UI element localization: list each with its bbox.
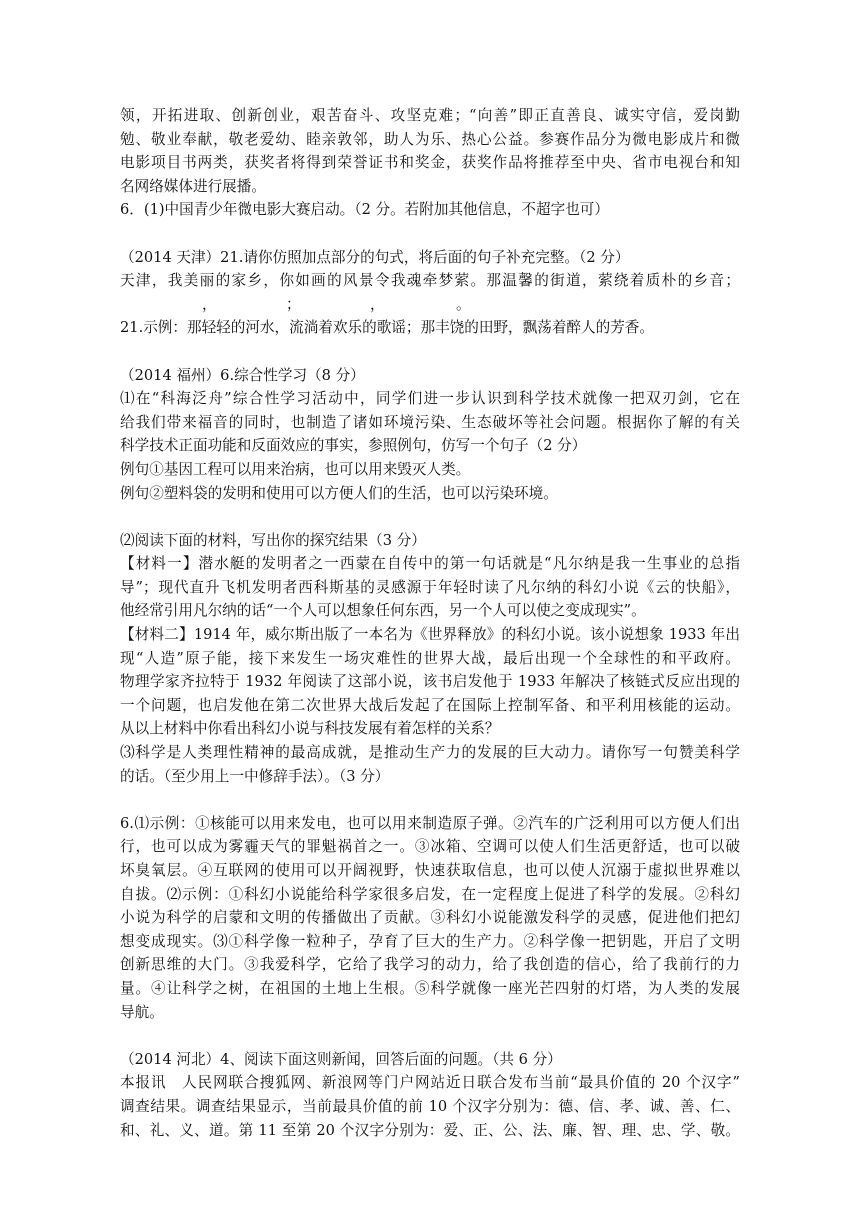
text-line: 现“人造”原子能，接下来发生一场灾难性的世界大战，最后出现一个全球性的和平政府。	[120, 649, 740, 667]
text-line: 物理学家齐拉特于 1932 年阅读了这部小说，该书启发他于 1933 年解决了核链式反应出现的	[120, 673, 740, 691]
text-line: 名网络媒体进行展播。	[120, 177, 266, 195]
text-line: 的话。（至少用上一中修辞手法）。（3 分）	[120, 767, 390, 785]
text-line: 导”；现代直升飞机发明者西科斯基的灵感源于年轻时读了凡尔纳的科幻小说《云的快船》，	[120, 578, 740, 596]
blank-3: ，	[370, 295, 385, 313]
blank-line	[120, 788, 740, 812]
text-line: 6．(1)中国青少年微电影大赛启动。（2 分。若附加其他信息，不超字也可）	[120, 201, 609, 219]
text-line: 【材料二】1914 年，威尔斯出版了一本名为《世界释放》的科幻小说。该小说想象 1933 年出	[120, 626, 740, 644]
text-line: （2014 河北）4、阅读下面这则新闻，回答后面的问题。（共 6 分）	[120, 1050, 562, 1068]
text-line: ⑶科学是人类理性精神的最高成就，是推动生产力的发展的巨大动力。请你写一句赞美科学	[120, 744, 740, 762]
text-line: 想变成现实。⑶①科学像一粒种子，孕育了巨大的生产力。②科学像一把钥匙，开启了文明	[120, 932, 740, 950]
fill-in-blanks-line	[120, 293, 740, 317]
text-line: 电影项目书两类，获奖者将得到荣誉证书和奖金，获奖作品将推荐至中央、省市电视台和知	[120, 154, 740, 172]
text-line: 创新思维的大门。③我爱科学，它给了我学习的动力，给了我创造的信心，给了我前行的力	[120, 956, 740, 974]
text-line: 领，开拓进取、创新创业，艰苦奋斗、攻坚克难；“向善”即正直善良、诚实守信，爱岗勤	[120, 107, 740, 124]
text-line: 自拔。⑵示例：①科幻小说能给科学家很多启发，在一定程度上促进了科学的发展。②科幻	[120, 885, 740, 903]
text-line: 调查结果。调查结果显示，当前最具价值的前 10 个汉字分别为：德、信、孝、诚、善、仁、	[120, 1097, 740, 1115]
text-line: 天津，我美丽的家乡，你如画的风景令我魂牵梦萦。那温馨的街道，萦绕着质朴的乡音；	[120, 272, 740, 290]
text-line: （2014 福州）6.综合性学习（8 分）	[120, 366, 365, 384]
text-line: 和、礼、义、道。第 11 至第 20 个汉字分别为：爱、正、公、法、廉、智、理、忠、学、敬。	[120, 1121, 740, 1139]
text-line: 坏臭氧层。④互联网的使用可以开阔视野，快速获取信息，也可以使人沉溺于虚拟世界难以	[120, 862, 740, 879]
text-line: 一个问题，也启发他在第二次世界大战后发起了在国际上控制军备、和平利用核能的运动。	[120, 696, 740, 714]
blank-line	[120, 1024, 740, 1048]
text-line: 【材料一】潜水艇的发明者之一西蒙在自传中的第一句话就是“凡尔纳是我一生事业的总指	[120, 555, 740, 573]
blank-line	[120, 222, 740, 246]
text-line: 小说为科学的启蒙和文明的传播做出了贡献。③科幻小说能激发科学的灵感，促进他们把幻	[120, 909, 740, 927]
text-line: 从以上材料中你看出科幻小说与科技发展有着怎样的关系？	[120, 720, 500, 738]
blank-1: ，	[202, 295, 217, 313]
blank-4: 。	[456, 295, 471, 313]
blank-line	[120, 340, 740, 364]
blank-line	[120, 505, 740, 529]
text-line: 他经常引用凡尔纳的话“一个人可以想象任何东西，另一个人可以使之变成现实”。	[120, 602, 646, 620]
text-line: ⑵阅读下面的材料，写出你的探究结果（3 分）	[120, 531, 426, 549]
text-line: 量。④让科学之树，在祖国的土地上生根。⑤科学就像一座光芒四射的灯塔，为人类的发展	[120, 979, 740, 997]
text-line: 例句①基因工程可以用来治病，也可以用来毁灭人类。	[120, 460, 471, 478]
text-line: 本报讯 人民网联合搜狐网、新浪网等门户网站近日联合发布当前“最具价值的 20 个汉字”	[120, 1074, 740, 1092]
text-line: 科学技术正面功能和反面效应的事实，参照例句，仿写一个句子（2 分）	[120, 437, 587, 455]
document-page	[120, 104, 740, 1142]
text-line: 勉、敬业奉献，敬老爱幼、睦亲敦邻，助人为乐、热心公益。参赛作品分为微电影成片和微	[120, 130, 740, 148]
text-block-top	[120, 104, 740, 293]
text-line: （2014 天津）21.请你仿照加点部分的句式，将后面的句子补充完整。（2 分）	[120, 248, 630, 266]
text-line: 例句②塑料袋的发明和使用可以方便人们的生活，也可以污染环境。	[120, 484, 558, 502]
text-line: 6.⑴示例：①核能可以用来发电，也可以用来制造原子弹。②汽车的广泛利用可以方便人们出	[120, 814, 740, 832]
text-line: ⑴在“科海泛舟”综合性学习活动中，同学们进一步认识到科学技术就像一把双刃剑，它在	[120, 390, 740, 408]
blank-2: ；	[286, 295, 301, 313]
text-line: 导航。	[120, 1003, 164, 1021]
text-block-main	[120, 316, 740, 1142]
text-line: 行，也可以成为雾霾天气的罪魁祸首之一。③冰箱、空调可以使人们生活更舒适，也可以破	[120, 838, 740, 856]
text-line: 给我们带来福音的同时，也制造了诸如环境污染、生态破坏等社会问题。根据你了解的有关	[120, 413, 740, 431]
text-line: 21.示例：那轻轻的河水，流淌着欢乐的歌谣；那丰饶的田野，飘荡着醉人的芳香。	[120, 319, 654, 337]
